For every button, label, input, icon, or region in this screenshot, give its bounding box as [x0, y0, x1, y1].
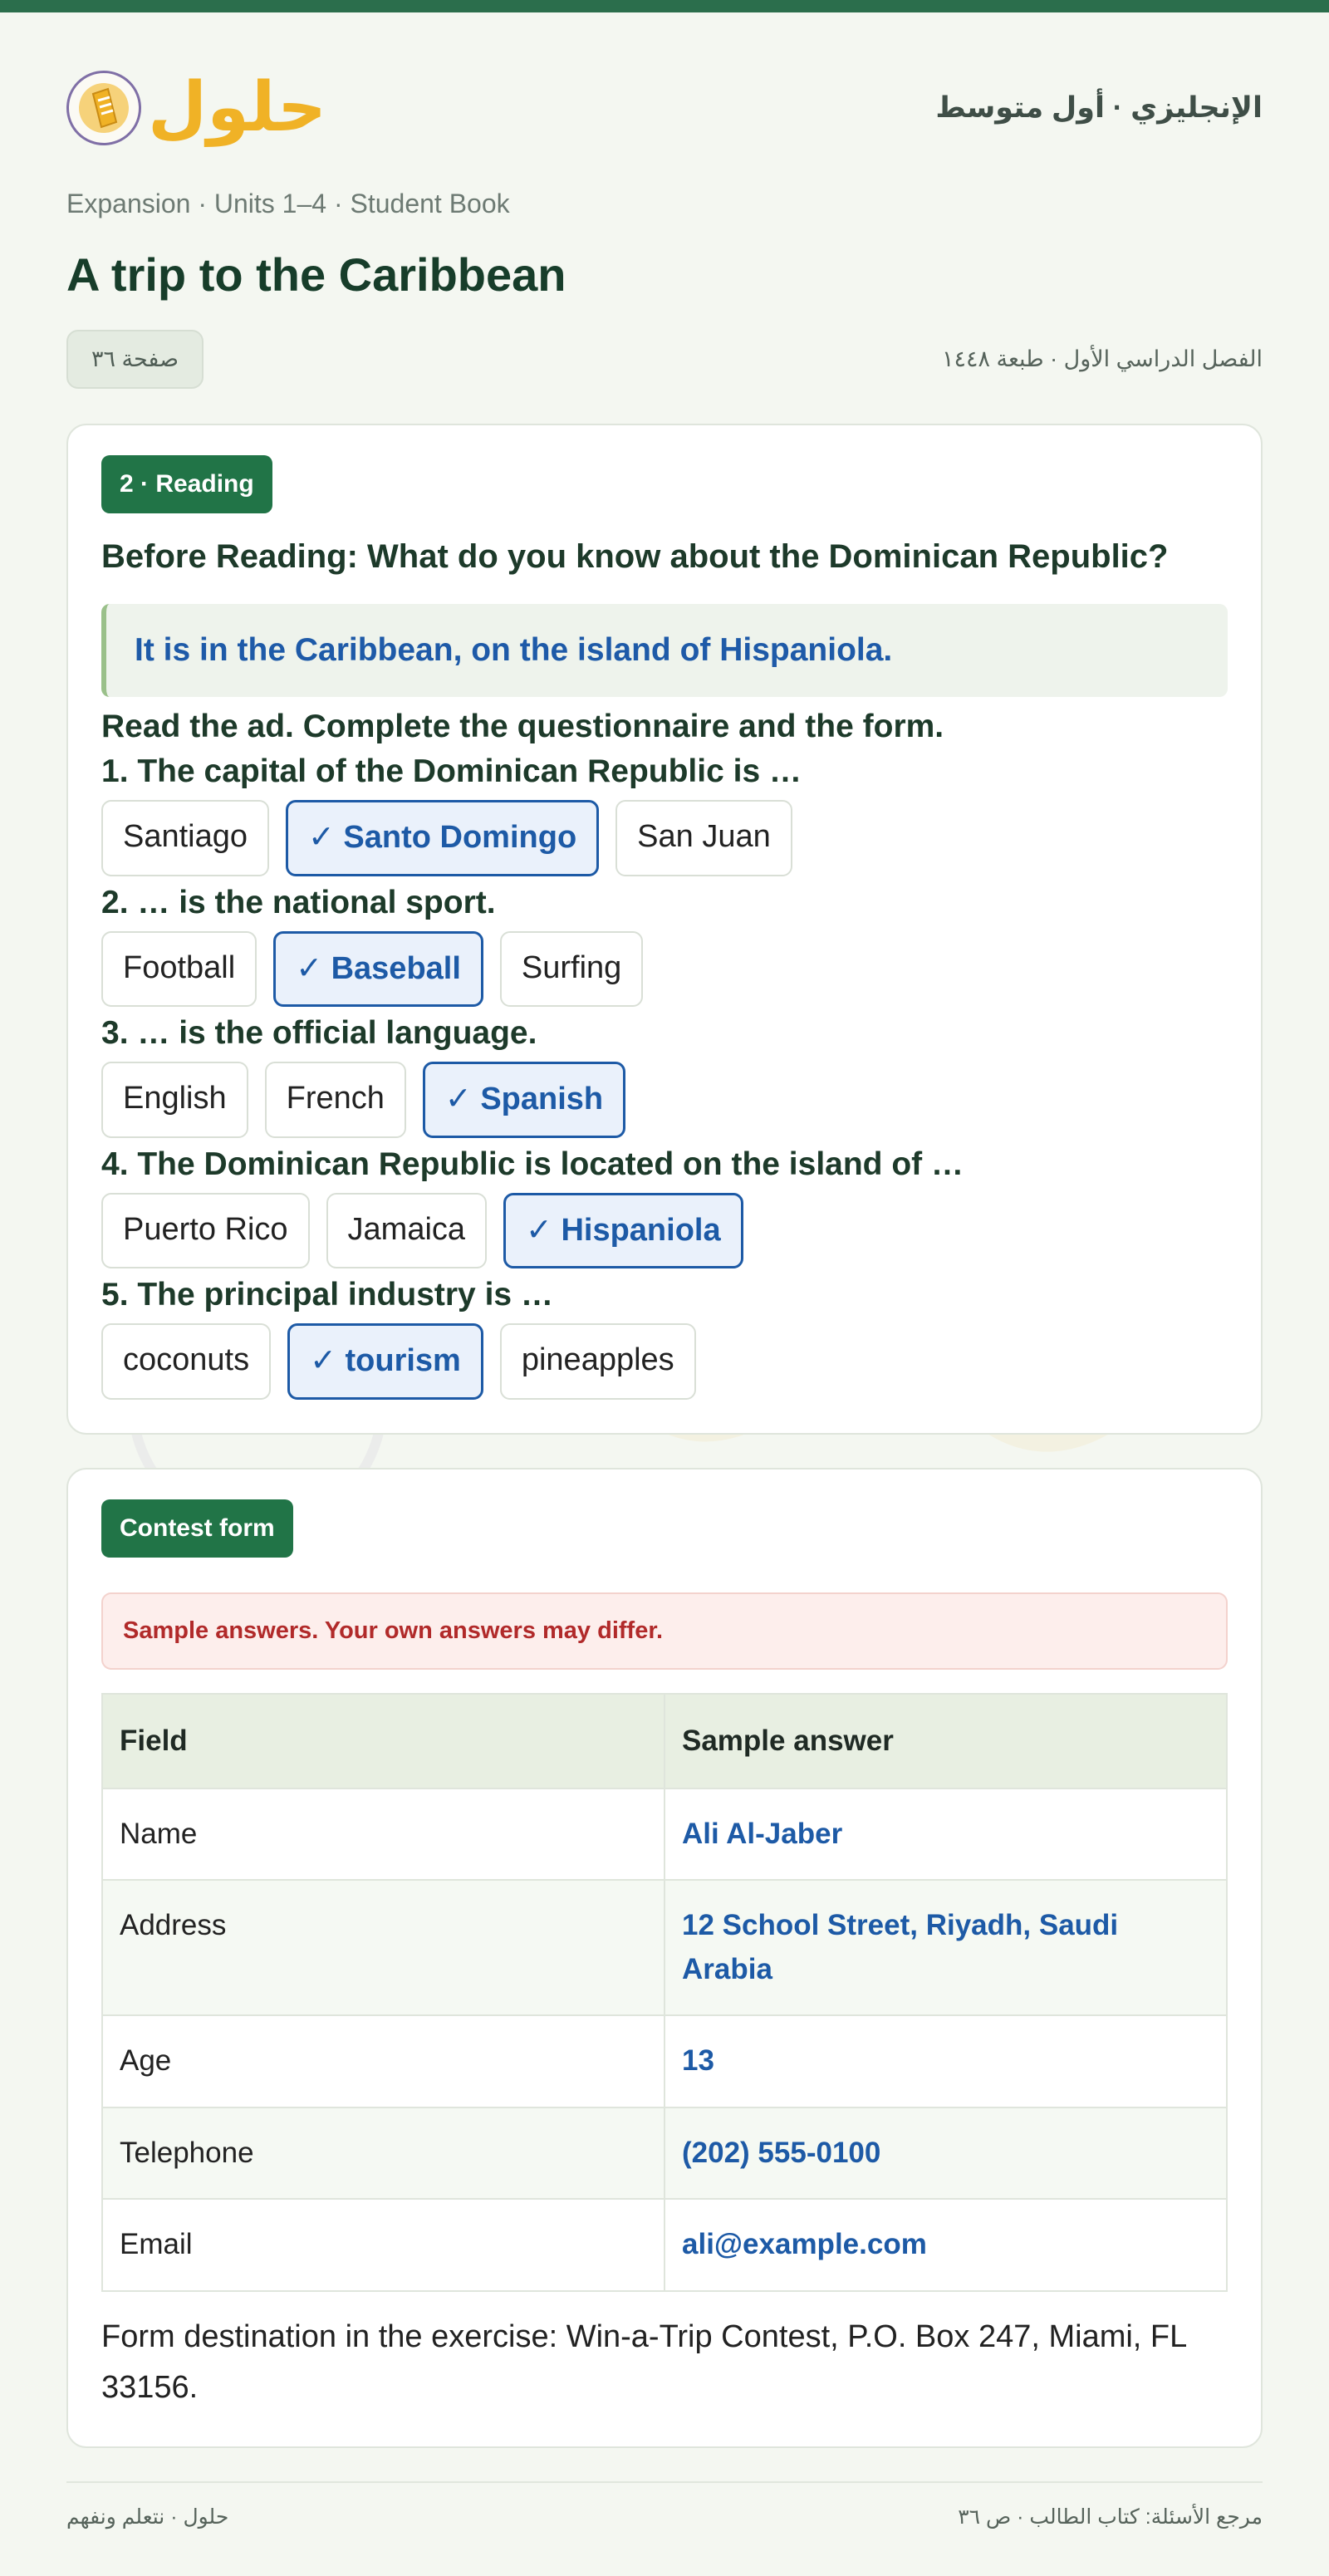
option[interactable]: Puerto Rico: [101, 1193, 310, 1269]
options-row: [101, 800, 1228, 876]
options-row: [101, 1323, 1228, 1400]
options-row: [101, 931, 1228, 1008]
field-answer: 12 School Street, Riyadh, Saudi Arabia: [664, 1880, 1227, 2015]
book-icon: [66, 71, 141, 145]
field-answer: Ali Al-Jaber: [664, 1788, 1227, 1881]
option[interactable]: Jamaica: [326, 1193, 488, 1269]
options-row: [101, 1062, 1228, 1138]
question-text: 3. … is the official language.: [101, 1015, 537, 1052]
field-label: Age: [102, 2015, 664, 2107]
option-selected[interactable]: ✓ Hispaniola: [503, 1193, 743, 1269]
question-3: [101, 1015, 1228, 1138]
brand-logo[interactable]: [66, 68, 327, 147]
option-selected[interactable]: ✓ Baseball: [273, 931, 483, 1008]
question-2: [101, 885, 1228, 1008]
table-row: [102, 1788, 1227, 1881]
column-header-answer: Sample answer: [664, 1694, 1227, 1788]
question-text: 1. The capital of the Dominican Republic is …: [101, 753, 802, 789]
footer-reference: مرجع الأسئلة: كتاب الطالب · ص ٣٦: [958, 2505, 1263, 2529]
field-label: Email: [102, 2199, 664, 2291]
page-title: A trip to the Caribbean: [66, 248, 566, 301]
field-label: Address: [102, 1880, 664, 2015]
footer-brand: حلول · نتعلم ونفهم: [66, 2505, 229, 2529]
column-header-field: Field: [102, 1694, 664, 1788]
question-5: [101, 1277, 1228, 1400]
option[interactable]: Surfing: [500, 931, 643, 1008]
sample-answers-warning: Sample answers. Your own answers may differ.: [101, 1592, 1228, 1670]
semester-label: الفصل الدراسي الأول · طبعة ١٤٤٨: [941, 346, 1263, 371]
field-answer: (202) 555-0100: [664, 2107, 1227, 2200]
question-text: 5. The principal industry is …: [101, 1277, 553, 1313]
question-1: [101, 753, 1228, 876]
page-footer: [66, 2481, 1263, 2529]
table-row: [102, 2107, 1227, 2200]
option[interactable]: San Juan: [615, 800, 792, 876]
subject-title: الإنجليزي · أول متوسط: [935, 91, 1263, 124]
option[interactable]: Santiago: [101, 800, 269, 876]
option[interactable]: coconuts: [101, 1323, 271, 1400]
field-answer: ali@example.com: [664, 2199, 1227, 2291]
section-tag-contest: Contest form: [101, 1499, 293, 1558]
question-4: [101, 1146, 1228, 1269]
breadcrumb: Expansion · Units 1–4 · Student Book: [66, 189, 510, 218]
top-accent-bar: [0, 0, 1329, 12]
before-reading-heading: Before Reading: What do you know about the Dominican Republic?: [101, 538, 1169, 575]
reading-instruction: Read the ad. Complete the questionnaire and the form.: [101, 709, 944, 744]
page-header: [66, 12, 1263, 195]
contest-form-card: [66, 1468, 1263, 2448]
table-row: [102, 2015, 1227, 2107]
reading-card: [66, 424, 1263, 1435]
option-selected[interactable]: ✓ Santo Domingo: [286, 800, 599, 876]
section-tag-reading: 2 · Reading: [101, 455, 272, 513]
meta-row: [66, 330, 1263, 389]
table-row: [102, 1880, 1227, 2015]
page-number-badge: صفحة ٣٦: [66, 330, 204, 389]
question-text: 4. The Dominican Republic is located on the island of …: [101, 1146, 964, 1182]
option-selected[interactable]: ✓ Spanish: [423, 1062, 625, 1138]
table-row: [102, 2199, 1227, 2291]
field-label: Name: [102, 1788, 664, 1881]
form-destination-note: Form destination in the exercise: Win-a-Trip Contest, P.O. Box 247, Miami, FL 33156.: [101, 2318, 1186, 2405]
option-selected[interactable]: ✓ tourism: [287, 1323, 483, 1400]
field-label: Telephone: [102, 2107, 664, 2200]
question-text: 2. … is the national sport.: [101, 884, 496, 920]
options-row: [101, 1193, 1228, 1269]
option[interactable]: pineapples: [500, 1323, 696, 1400]
before-reading-answer: It is in the Caribbean, on the island of Hispaniola.: [101, 604, 1228, 697]
logo-text: حلول: [148, 68, 327, 147]
option[interactable]: English: [101, 1062, 248, 1138]
contest-form-table: [101, 1693, 1228, 2292]
option[interactable]: French: [265, 1062, 406, 1138]
option[interactable]: Football: [101, 931, 257, 1008]
field-answer: 13: [664, 2015, 1227, 2107]
